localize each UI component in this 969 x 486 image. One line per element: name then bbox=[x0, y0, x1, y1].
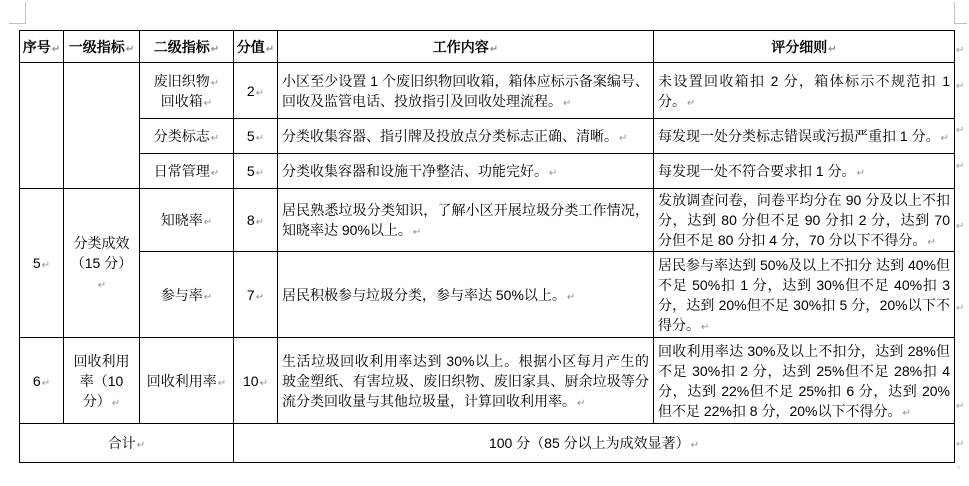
header-scoring-rules bbox=[654, 31, 955, 63]
paragraph-mark-icon: ↵ bbox=[255, 291, 265, 303]
cell-serial: 6↵ bbox=[20, 338, 64, 424]
paragraph-mark-icon: ↵ bbox=[203, 97, 213, 109]
cell-level1-empty bbox=[64, 63, 140, 189]
header-work-content bbox=[278, 31, 654, 63]
header-label: 评分细则 bbox=[771, 38, 828, 55]
cell-serial-empty bbox=[20, 63, 64, 189]
paragraph-mark-icon: ↵ bbox=[902, 407, 911, 419]
paragraph-mark-icon: ↵ bbox=[940, 133, 949, 144]
paragraph-mark-icon: ↵ bbox=[111, 397, 121, 409]
cell-scoring-rule: 每发现一处不符合要求扣 1 分。↵ bbox=[654, 154, 955, 189]
cell-line: （15 分）↵ bbox=[70, 255, 133, 291]
table-end-mark-icon: ▫ bbox=[957, 463, 960, 472]
table-row bbox=[20, 189, 955, 252]
cell-line: 率（10 分）↵ bbox=[79, 372, 124, 409]
cell-score: 2↵ bbox=[234, 63, 278, 119]
paragraph-mark-icon: ↵ bbox=[566, 291, 576, 303]
row-end-mark-icon: ↵ bbox=[956, 221, 965, 232]
cell-work-content: 分类收集容器和设施干净整洁、功能完好。↵ bbox=[278, 154, 654, 189]
paragraph-mark-icon: ↵ bbox=[217, 377, 227, 389]
paragraph-mark-icon: ↵ bbox=[203, 291, 213, 303]
paragraph-mark-icon: ↵ bbox=[41, 377, 51, 389]
cell-line: 废旧织物↵ bbox=[153, 72, 220, 89]
header-label: 序号 bbox=[22, 38, 51, 55]
cell-level1 bbox=[64, 189, 140, 338]
table-header-row bbox=[20, 31, 955, 63]
paragraph-mark-icon: ↵ bbox=[210, 43, 220, 55]
cell-level2 bbox=[140, 63, 234, 119]
paragraph-mark-icon: ↵ bbox=[828, 43, 837, 55]
row-end-mark-icon: ↵ bbox=[956, 45, 965, 56]
cell-serial: 5↵ bbox=[20, 189, 64, 338]
paragraph-mark-icon: ↵ bbox=[412, 227, 422, 238]
row-end-mark-icon: ↵ bbox=[956, 125, 965, 136]
header-label: 二级指标 bbox=[153, 38, 210, 55]
paragraph-mark-icon: ↵ bbox=[577, 397, 586, 409]
cell-scoring-rule: 发放调查问卷，问卷平均分在 90 分及以上不扣分，达到 80 分但不足 90 分扣 2 分，达到 70 分但不足 80 分扣 4 分，70 分以下不得分。↵ bbox=[654, 189, 955, 252]
header-label: 分值 bbox=[236, 38, 265, 55]
cell-work-content: 居民积极参与垃圾分类，参与率达 50%以上。↵ bbox=[278, 252, 654, 338]
cell-work-content: 生活垃圾回收利用率达到 30%以上。根据小区每月产生的玻金塑纸、有害垃圾、废旧织物、废旧家具、厨余垃圾等分流分类回收量与其他垃圾量，计算回收利用率。↵ bbox=[278, 338, 654, 424]
paragraph-mark-icon: ↵ bbox=[927, 237, 936, 248]
header-label: 工作内容 bbox=[432, 38, 489, 55]
row-end-mark-icon: ↵ bbox=[956, 161, 965, 172]
paragraph-mark-icon: ↵ bbox=[255, 217, 265, 228]
paragraph-mark-icon: ↵ bbox=[265, 43, 275, 55]
paragraph-mark-icon: ↵ bbox=[619, 133, 628, 144]
paragraph-mark-icon: ↵ bbox=[125, 43, 135, 55]
paragraph-mark-icon: ↵ bbox=[255, 133, 265, 144]
paragraph-mark-icon: ↵ bbox=[255, 168, 265, 179]
paragraph-mark-icon: ↵ bbox=[563, 97, 572, 109]
paragraph-mark-icon: ↵ bbox=[51, 43, 61, 55]
cell-score: 5↵ bbox=[234, 154, 278, 189]
cell-total-value: 100 分（85 分以上为成效显著）↵ bbox=[234, 424, 955, 463]
cell-scoring-rule: 每发现一处分类标志错误或污损严重扣 1 分。↵ bbox=[654, 119, 955, 154]
cell-total-label: 合计↵ bbox=[20, 424, 234, 463]
table-row bbox=[20, 119, 955, 154]
cell-score: 8↵ bbox=[234, 189, 278, 252]
text-boundary-corner-mark bbox=[9, 2, 26, 24]
cell-level2: 分类标志↵ bbox=[140, 119, 234, 154]
paragraph-mark-icon: ↵ bbox=[255, 87, 265, 99]
header-serial bbox=[20, 31, 64, 63]
cell-line: 回收利用 bbox=[73, 352, 130, 369]
header-score bbox=[234, 31, 278, 63]
cell-work-content: 居民熟悉垃圾分类知识，了解小区开展垃圾分类工作情况，知晓率达 90%以上。↵ bbox=[278, 189, 654, 252]
paragraph-mark-icon: ↵ bbox=[210, 77, 220, 89]
table-row bbox=[20, 252, 955, 338]
cell-level2: 知晓率↵ bbox=[140, 189, 234, 252]
cell-level2: 回收利用率↵ bbox=[140, 338, 234, 424]
header-level2-indicator bbox=[140, 31, 234, 63]
paragraph-mark-icon: ↵ bbox=[210, 168, 220, 179]
row-end-mark-icon: ↵ bbox=[956, 439, 965, 450]
cell-line: 分类成效 bbox=[73, 235, 130, 251]
cell-level1 bbox=[64, 338, 140, 424]
table-row bbox=[20, 338, 955, 424]
cell-level2: 日常管理↵ bbox=[140, 154, 234, 189]
cell-work-content: 分类收集容器、指引牌及投放点分类标志正确、清晰。↵ bbox=[278, 119, 654, 154]
row-end-mark-icon: ↵ bbox=[956, 303, 965, 314]
text-boundary-corner-mark bbox=[954, 2, 967, 24]
cell-work-content: 小区至少设置 1 个废旧织物回收箱，箱体应标示备案编号、回收及监管电话、投放指引及回收处理流程。↵ bbox=[278, 63, 654, 119]
paragraph-mark-icon: ↵ bbox=[210, 133, 220, 144]
cell-scoring-rule: 居民参与率达到 50%及以上不扣分 达到 40%但不足 50%扣 1 分，达到 30%但不足 40%扣 3 分，达到 20%但不足 30%扣 5 分，20%以下不得分。↵ bbox=[654, 252, 955, 338]
row-end-mark-icon: ↵ bbox=[956, 401, 965, 412]
cell-level2: 参与率↵ bbox=[140, 252, 234, 338]
paragraph-mark-icon: ↵ bbox=[489, 43, 499, 55]
paragraph-mark-icon: ↵ bbox=[97, 280, 107, 291]
paragraph-mark-icon: ↵ bbox=[41, 260, 51, 271]
paragraph-mark-icon: ↵ bbox=[136, 440, 146, 451]
table-row bbox=[20, 63, 955, 119]
paragraph-mark-icon: ↵ bbox=[259, 377, 268, 389]
cell-scoring-rule: 回收利用率达 30%及以上不扣分，达到 28%但不足 30%扣 2 分，达到 25%但不足 28%扣 4 分，达到 22%但不足 25%扣 6 分，达到 20%但不足 22%扣 8 分，20%以下不得分。↵ bbox=[654, 338, 955, 424]
cell-score: 10↵ bbox=[234, 338, 278, 424]
table-row bbox=[20, 154, 955, 189]
paragraph-mark-icon: ↵ bbox=[549, 168, 558, 179]
paragraph-mark-icon: ↵ bbox=[701, 321, 710, 333]
cell-scoring-rule: 未设置回收箱扣 2 分，箱体标示不规范扣 1 分。↵ bbox=[654, 63, 955, 119]
paragraph-mark-icon: ↵ bbox=[690, 440, 700, 451]
table-footer-row bbox=[20, 424, 955, 463]
row-end-mark-icon: ↵ bbox=[956, 81, 965, 92]
paragraph-mark-icon: ↵ bbox=[687, 97, 696, 109]
cell-score: 5↵ bbox=[234, 119, 278, 154]
evaluation-table bbox=[19, 30, 955, 463]
header-level1-indicator bbox=[64, 31, 140, 63]
paragraph-mark-icon: ↵ bbox=[856, 168, 865, 179]
cell-line: 回收箱↵ bbox=[160, 92, 213, 109]
cell-score: 7↵ bbox=[234, 252, 278, 338]
paragraph-mark-icon: ↵ bbox=[203, 217, 213, 228]
header-label: 一级指标 bbox=[68, 38, 125, 55]
